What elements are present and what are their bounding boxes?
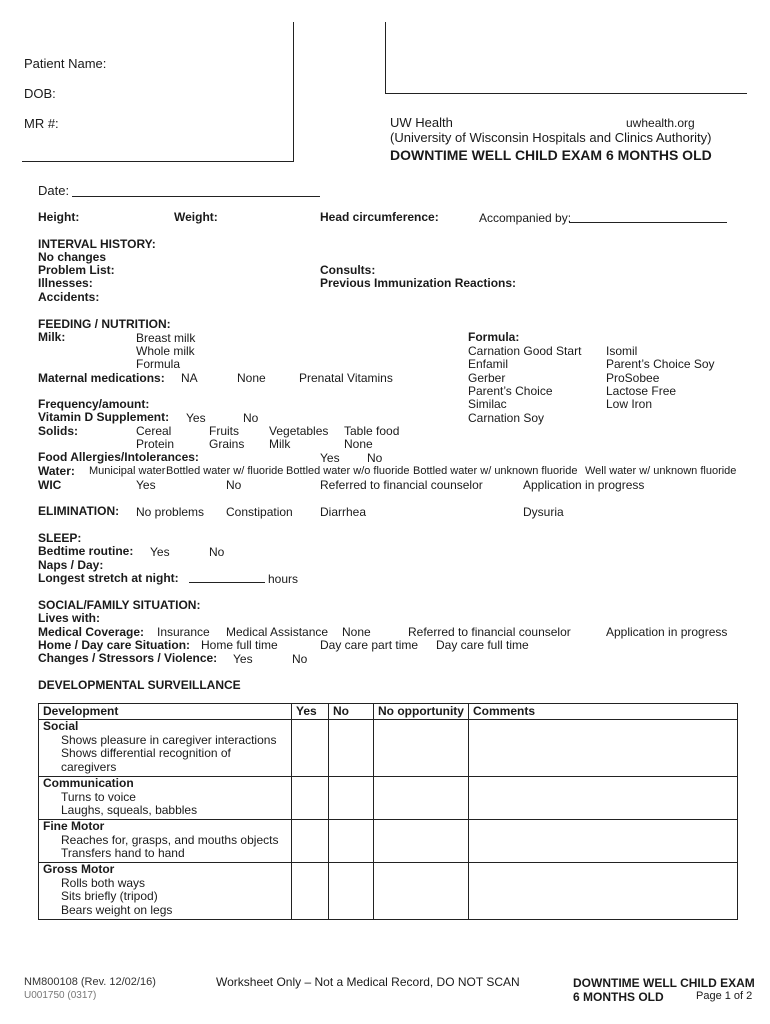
formula-option[interactable]: Parent’s Choice: [468, 384, 553, 398]
bedtime-yes[interactable]: Yes: [150, 545, 170, 559]
label-box-bottom-border: [385, 93, 747, 94]
height-label: Height:: [38, 210, 80, 224]
sub-code: U001750 (0317): [24, 990, 97, 1001]
social-heading: SOCIAL/FAMILY SITUATION:: [38, 598, 201, 612]
daycare-option[interactable]: Day care part time: [320, 638, 419, 652]
no-opportunity-cell[interactable]: [374, 776, 469, 819]
development-group-fine-motor: [39, 819, 292, 862]
table-row: [39, 863, 738, 920]
consults-label: Consults:: [320, 263, 376, 277]
no-changes-option[interactable]: No changes: [38, 250, 107, 264]
wic-yes[interactable]: Yes: [136, 478, 156, 492]
solids-label: Solids:: [38, 424, 79, 438]
frequency-label: Frequency/amount:: [38, 397, 150, 411]
footer-title-line1: DOWNTIME WELL CHILD EXAM: [573, 976, 755, 990]
elimination-option[interactable]: Constipation: [226, 505, 293, 519]
form-code: NM800108 (Rev. 12/02/16): [24, 976, 156, 988]
group-name: Communication: [43, 775, 134, 790]
wic-application[interactable]: Application in progress: [523, 478, 645, 492]
group-name: Fine Motor: [43, 818, 105, 833]
dob-label: DOB:: [24, 86, 56, 101]
accompanied-by-field[interactable]: [569, 222, 727, 223]
allergies-yes[interactable]: Yes: [320, 451, 340, 465]
solids-option[interactable]: None: [344, 437, 373, 451]
no-cell[interactable]: [329, 776, 374, 819]
org-url: uwhealth.org: [626, 116, 695, 130]
water-option[interactable]: Well water w/ unknown fluoride: [585, 465, 737, 477]
daycare-option[interactable]: Day care full time: [436, 638, 529, 652]
maternal-medications-label: Maternal medications:: [38, 371, 165, 385]
water-option[interactable]: Bottled water w/ unknown fluoride: [413, 465, 578, 477]
patient-box-bottom-border: [22, 161, 294, 162]
page-title: DOWNTIME WELL CHILD EXAM 6 MONTHS OLD: [390, 147, 712, 163]
milestone-item: Transfers hand to hand: [61, 846, 185, 861]
formula-option[interactable]: Lactose Free: [606, 384, 677, 398]
stressors-yes[interactable]: Yes: [233, 652, 253, 666]
label-box-left-border: [385, 22, 386, 94]
wic-no[interactable]: No: [226, 478, 242, 492]
no-opportunity-cell[interactable]: [374, 863, 469, 920]
solids-option[interactable]: Table food: [344, 424, 400, 438]
column-header-comments: Comments: [469, 704, 738, 720]
comments-cell[interactable]: [469, 819, 738, 862]
milestone-item: Shows differential recognition of caregivers: [61, 746, 231, 775]
milestone-item: Laughs, squeals, babbles: [61, 803, 198, 818]
patient-box-right-border: [293, 22, 294, 162]
bedtime-routine-label: Bedtime routine:: [38, 544, 134, 558]
longest-stretch-field[interactable]: [189, 582, 265, 583]
page-number: Page 1 of 2: [696, 990, 753, 1002]
table-row: [39, 819, 738, 862]
table-row: [39, 776, 738, 819]
water-option[interactable]: Bottled water w/o fluoride: [286, 465, 410, 477]
immunization-reactions-label: Previous Immunization Reactions:: [320, 276, 517, 290]
table-row: [39, 720, 738, 777]
yes-cell[interactable]: [292, 863, 329, 920]
formula-option[interactable]: ProSobee: [606, 371, 660, 385]
weight-label: Weight:: [174, 210, 218, 224]
stressors-no[interactable]: No: [292, 652, 308, 666]
hours-label: hours: [268, 572, 299, 586]
elimination-option[interactable]: Dysuria: [523, 505, 564, 519]
maternal-option-prenatal[interactable]: Prenatal Vitamins: [299, 371, 393, 385]
development-group-social: [39, 720, 292, 777]
formula-option[interactable]: Enfamil: [468, 357, 509, 371]
comments-cell[interactable]: [469, 720, 738, 777]
footer-title-line2: 6 MONTHS OLD: [573, 990, 664, 1004]
column-header-development: Development: [39, 704, 292, 720]
maternal-option-na[interactable]: NA: [181, 371, 198, 385]
date-label: Date:: [38, 183, 70, 198]
elimination-option[interactable]: Diarrhea: [320, 505, 367, 519]
formula-option[interactable]: Carnation Good Start: [468, 344, 582, 358]
sleep-heading: SLEEP:: [38, 531, 82, 545]
medical-coverage-label: Medical Coverage:: [38, 625, 145, 639]
milestone-item: Turns to voice: [61, 789, 136, 804]
daycare-label: Home / Day care Situation:: [38, 638, 191, 652]
date-field[interactable]: [72, 196, 320, 197]
feeding-heading: FEEDING / NUTRITION:: [38, 317, 171, 331]
solids-option[interactable]: Protein: [136, 437, 175, 451]
water-option[interactable]: Municipal water: [89, 465, 166, 477]
formula-option[interactable]: Similac: [468, 397, 507, 411]
milestone-item: Rolls both ways: [61, 875, 146, 890]
column-header-no-opportunity: No opportunity: [374, 704, 469, 720]
head-circumference-label: Head circumference:: [320, 210, 439, 224]
no-cell[interactable]: [329, 720, 374, 777]
mr-label: MR #:: [24, 116, 59, 131]
wic-label: WIC: [38, 478, 62, 492]
development-group-gross-motor: [39, 863, 292, 920]
vitamin-d-yes[interactable]: Yes: [186, 411, 206, 425]
formula-option[interactable]: Carnation Soy: [468, 411, 545, 425]
no-cell[interactable]: [329, 863, 374, 920]
milk-option-whole[interactable]: Whole milk: [136, 344, 195, 358]
coverage-option[interactable]: Referred to financial counselor: [408, 625, 571, 639]
column-header-no: No: [329, 704, 374, 720]
org-authority: (University of Wisconsin Hospitals and Clinics Authority): [390, 130, 712, 145]
milk-option-breast[interactable]: Breast milk: [136, 331, 196, 345]
no-opportunity-cell[interactable]: [374, 819, 469, 862]
developmental-heading: DEVELOPMENTAL SURVEILLANCE: [38, 678, 241, 692]
yes-cell[interactable]: [292, 819, 329, 862]
accompanied-by-label: Accompanied by:: [479, 211, 572, 225]
maternal-option-none[interactable]: None: [237, 371, 266, 385]
comments-cell[interactable]: [469, 863, 738, 920]
footer-notice: Worksheet Only – Not a Medical Record, DO NOT SCAN: [216, 975, 520, 989]
naps-label: Naps / Day:: [38, 558, 104, 572]
vitamin-d-no[interactable]: No: [243, 411, 259, 425]
lives-with-label: Lives with:: [38, 611, 101, 625]
food-allergies-label: Food Allergies/Intolerances:: [38, 450, 199, 464]
formula-label: Formula:: [468, 330, 520, 344]
milk-option-formula[interactable]: Formula: [136, 357, 181, 371]
daycare-option[interactable]: Home full time: [201, 638, 278, 652]
formula-option[interactable]: Isomil: [606, 344, 638, 358]
formula-option[interactable]: Gerber: [468, 371, 506, 385]
org-name: UW Health: [390, 115, 453, 130]
development-group-communication: [39, 776, 292, 819]
coverage-option[interactable]: Medical Assistance: [226, 625, 329, 639]
water-label: Water:: [38, 464, 75, 478]
coverage-option[interactable]: Application in progress: [606, 625, 728, 639]
comments-cell[interactable]: [469, 776, 738, 819]
coverage-option[interactable]: None: [342, 625, 371, 639]
allergies-no[interactable]: No: [367, 451, 383, 465]
patient-name-label: Patient Name:: [24, 56, 107, 71]
solids-option[interactable]: Grains: [209, 437, 245, 451]
accidents-label: Accidents:: [38, 290, 100, 304]
developmental-table: [38, 703, 738, 920]
milestone-item: Shows pleasure in caregiver interactions: [61, 732, 277, 747]
coverage-option[interactable]: Insurance: [157, 625, 210, 639]
elimination-label: ELIMINATION:: [38, 504, 120, 518]
problem-list-label: Problem List:: [38, 263, 115, 277]
wic-referred[interactable]: Referred to financial counselor: [320, 478, 483, 492]
solids-option[interactable]: Vegetables: [269, 424, 329, 438]
group-name: Social: [43, 719, 79, 733]
formula-option[interactable]: Parent’s Choice Soy: [606, 357, 715, 371]
group-name: Gross Motor: [43, 862, 115, 877]
milestone-item: Sits briefly (tripod): [61, 889, 158, 904]
solids-option[interactable]: Milk: [269, 437, 291, 451]
elimination-option[interactable]: No problems: [136, 505, 205, 519]
table-header-row: [39, 704, 738, 720]
milestone-item: Reaches for, grasps, and mouths objects: [61, 832, 279, 847]
stressors-label: Changes / Stressors / Violence:: [38, 651, 218, 665]
yes-cell[interactable]: [292, 776, 329, 819]
milestone-item: Bears weight on legs: [61, 903, 173, 918]
milk-label: Milk:: [38, 330, 66, 344]
solids-option[interactable]: Fruits: [209, 424, 239, 438]
formula-option[interactable]: Low Iron: [606, 397, 653, 411]
column-header-yes: Yes: [292, 704, 329, 720]
bedtime-no[interactable]: No: [209, 545, 225, 559]
no-opportunity-cell[interactable]: [374, 720, 469, 777]
illnesses-label: Illnesses:: [38, 276, 93, 290]
water-option[interactable]: Bottled water w/ fluoride: [166, 465, 284, 477]
vitamin-d-label: Vitamin D Supplement:: [38, 410, 170, 424]
longest-stretch-label: Longest stretch at night:: [38, 571, 179, 585]
solids-option[interactable]: Cereal: [136, 424, 172, 438]
no-cell[interactable]: [329, 819, 374, 862]
interval-history-heading: INTERVAL HISTORY:: [38, 237, 156, 251]
yes-cell[interactable]: [292, 720, 329, 777]
